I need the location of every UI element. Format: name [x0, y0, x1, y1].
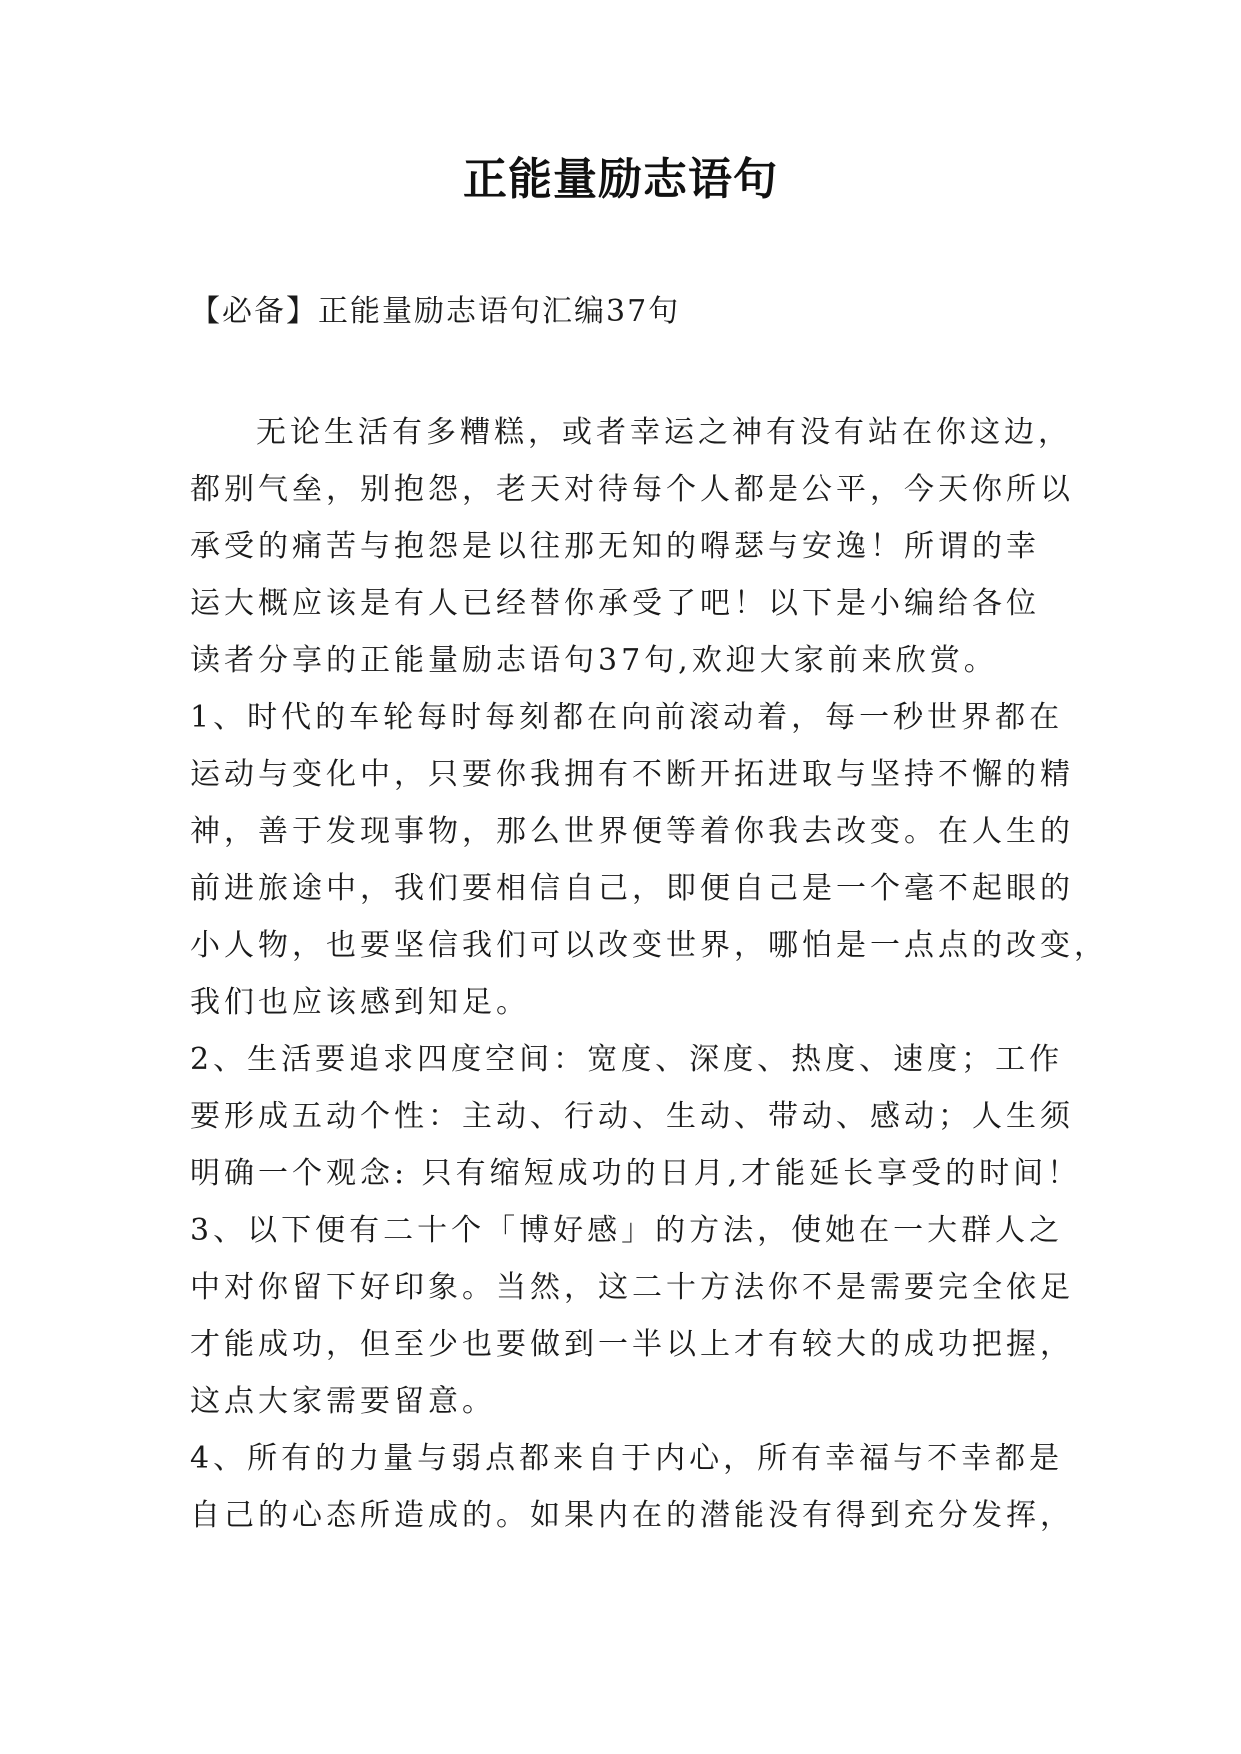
item-2-line: 要形成五动个性：主动、行动、生动、带动、感动；人生须 — [190, 1099, 1074, 1134]
item-1-line: 我们也应该感到知足。 — [190, 985, 530, 1020]
item-2-line: 明确一个观念: 只有缩短成功的日月,才能延长享受的时间！ — [190, 1156, 1082, 1191]
item-3-line: 中对你留下好印象。当然，这二十方法你不是需要完全依足 — [190, 1270, 1074, 1305]
item-4-line: 自己的心态所造成的。如果内在的潜能没有得到充分发挥， — [190, 1498, 1074, 1533]
item-1-line: 1、时代的车轮每时每刻都在向前滚动着，每一秒世界都在 — [190, 700, 1064, 735]
item-1-line: 前进旅途中，我们要相信自己，即便自己是一个毫不起眼的 — [190, 871, 1074, 906]
item-2-line: 2、生活要追求四度空间：宽度、深度、热度、速度；工作 — [190, 1042, 1064, 1077]
item-1-line: 神，善于发现事物，那么世界便等着你我去改变。在人生的 — [190, 814, 1074, 849]
item-3-line: 才能成功，但至少也要做到一半以上才有较大的成功把握， — [190, 1327, 1074, 1362]
intro-line: 运大概应该是有人已经替你承受了吧！以下是小编给各位 — [190, 586, 1040, 621]
item-3-line: 3、以下便有二十个「博好感」的方法，使她在一大群人之 — [190, 1213, 1064, 1248]
intro-line: 读者分享的正能量励志语句37句,欢迎大家前来欣赏。 — [190, 643, 998, 678]
document-title: 正能量励志语句 — [463, 154, 778, 205]
document-body — [190, 404, 1108, 1544]
intro-line: 无论生活有多糟糕，或者幸运之神有没有站在你这边， — [256, 415, 1072, 450]
document-subtitle: 【必备】正能量励志语句汇编37句 — [190, 294, 681, 329]
item-3-line: 这点大家需要留意。 — [190, 1384, 496, 1419]
item-1-line: 小人物，也要坚信我们可以改变世界，哪怕是一点点的改变， — [190, 928, 1108, 963]
intro-line: 承受的痛苦与抱怨是以往那无知的嘚瑟与安逸！所谓的幸 — [190, 529, 1040, 564]
item-1-line: 运动与变化中，只要你我拥有不断开拓进取与坚持不懈的精 — [190, 757, 1074, 792]
intro-line: 都别气垒，别抱怨，老天对待每个人都是公平，今天你所以 — [190, 472, 1074, 507]
item-4-line: 4、所有的力量与弱点都来自于内心，所有幸福与不幸都是 — [190, 1441, 1064, 1476]
